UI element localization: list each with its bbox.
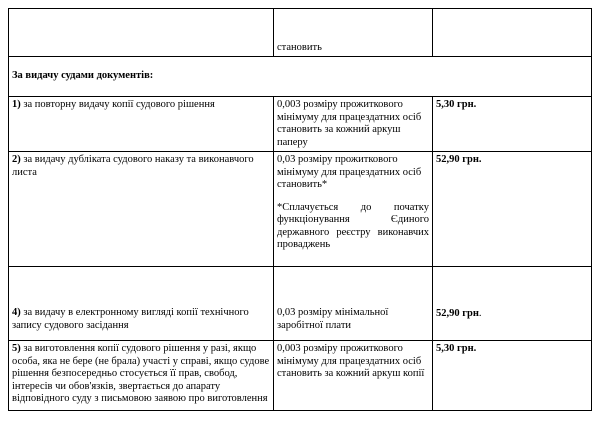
item-text: за видачу в електронному вигляді копії технічного запису судового засідання [12,307,249,331]
item-number: 4) [12,307,21,318]
table-row [9,341,592,411]
item-text: за видачу дубліката судового наказу та виконавчого листа [12,154,254,178]
section-title-text: За видачу судами документів: [12,70,154,82]
cell-description [9,97,274,152]
table-row [9,267,592,341]
rate-footnote: *Сплачується до початку функціонування Єдиного державного реєстру виконавчих проваджень [277,201,429,250]
cell-rate [274,152,433,267]
cell-description [9,9,274,57]
court-fees-table [8,8,592,411]
cell-description [9,267,274,341]
cell-amount: 5,30 грн. [433,97,592,152]
amount-value: 52,90 грн [436,307,479,319]
cell-description [9,341,274,411]
table-row [9,152,592,267]
item-number: 2) [12,154,21,165]
item-text: за виготовлення копії судового рішення у разі, якщо особа, яка не бере (не брала) участі у справі, якщо судове рішення безпосередньо стосується її прав, свобод, інтересів чи обов'язків, звертається до апарату відповідного суду з письмовою заявою про виготовлення [12,343,270,404]
rate-text: 0,03 розміру прожиткового мінімуму для працездатних осіб становить* [277,154,422,190]
cell-amount: 52,90 грн. [433,152,592,267]
table-row [9,9,592,57]
cell-rate: 0,03 розміру мінімальної заробітної плати [274,267,433,341]
cell-rate: становить [274,9,433,57]
section-title [9,57,592,97]
cell-description [9,152,274,267]
amount-suffix: . [478,307,482,319]
item-text: за повторну видачу копії судового рішення [20,99,215,110]
table-row [9,57,592,97]
cell-amount [433,9,592,57]
cell-rate: 0,003 розміру прожиткового мінімуму для працездатних осіб становить за кожний аркуш копії [274,341,433,411]
item-number: 1) [12,99,21,110]
cell-amount: 5,30 грн. [433,341,592,411]
cell-rate: 0,003 розміру прожиткового мінімуму для працездатних осіб становить за кожний аркуш паперу [274,97,433,152]
table-row [9,97,592,152]
item-number: 5) [12,343,21,354]
cell-amount [433,267,592,341]
